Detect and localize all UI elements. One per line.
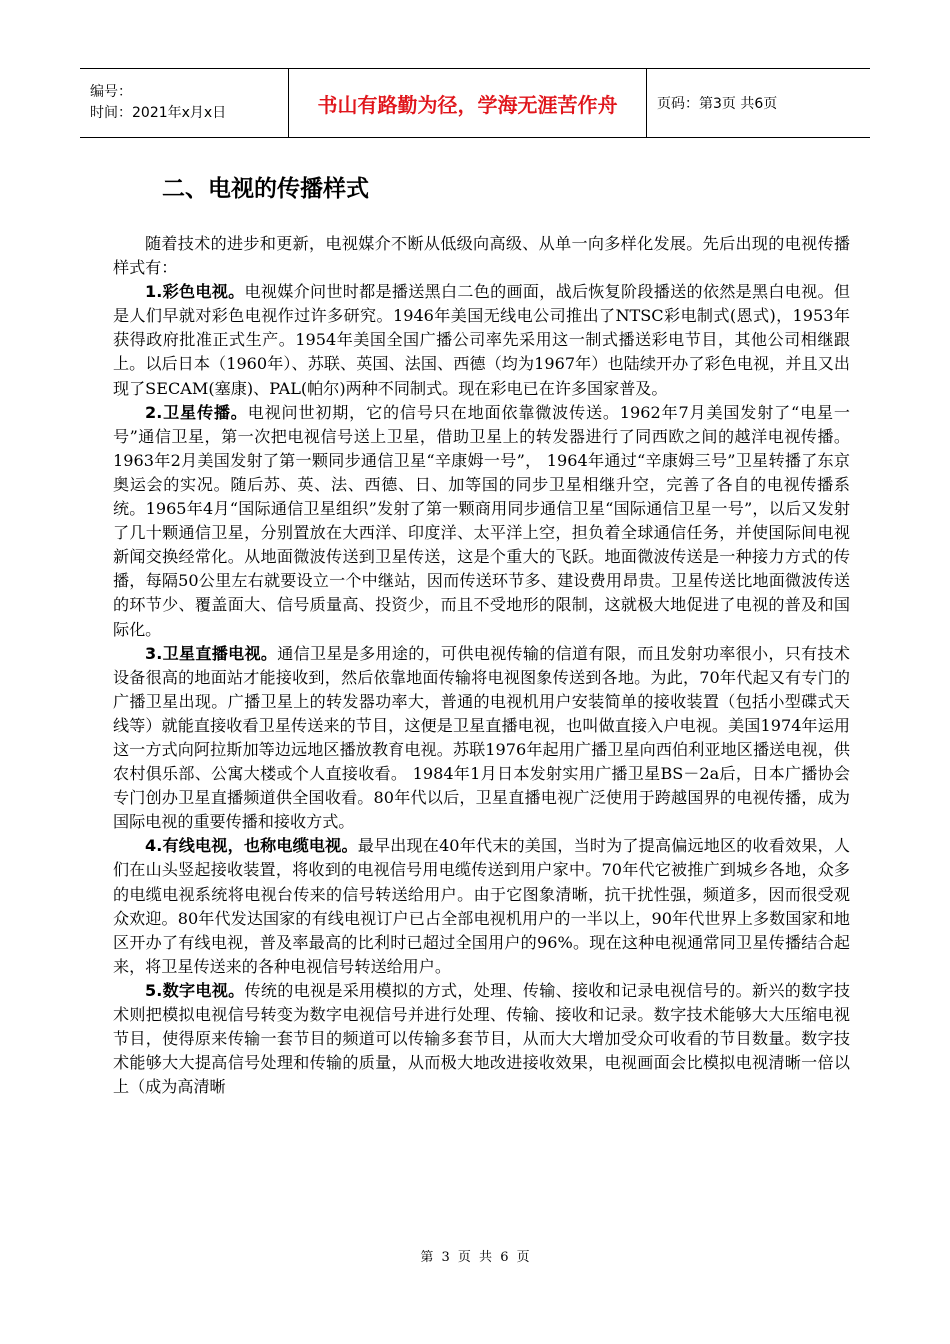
page-info-text: 页码：第3页 共6页 (657, 96, 778, 112)
header-motto (289, 69, 647, 137)
header-page-info (647, 69, 870, 137)
item-heading: 4.有线电视，也称电缆电视。 (145, 836, 358, 856)
document-date: 时间：2021年x月x日 (90, 105, 227, 121)
item-text: 电视问世初期，它的信号只在地面依靠微波传送。1962年7月美国发射了“电星一号”通信卫星，第一次把电视信号送上卫星，借助卫星上的转发器进行了同西欧之间的越洋电视传播。1963年2月美国发射了第一颗同步通信卫星“辛康姆一号”， 1964年通过“辛康姆三号”卫星转播了东京奥运会的实况。随后苏、英、法、西德、日、加等国的同步卫星相继升空，完善了各自的电视传播系统。1965年4月“国际通信卫星组织”发射了第一颗商用同步通信卫星“国际通信卫星一号”，以后又发射了几十颗通信卫星，分别置放在大西洋、印度洋、太平洋上空，担负着全球通信任务，并使国际间电视新闻交换经常化。从地面微波传送到卫星传送，这是个重大的飞跃。地面微波传送是一种接力方式的传播，每隔50公里左右就要设立一个中继站，因而传送环节多、建设费用昂贵。卫星传送比地面微波传送的环节少、覆盖面大、信号质量高、投资少，而且不受地形的限制，这就极大地促进了电视的普及和国际化。 (113, 402, 850, 639)
item-text: 最早出现在40年代末的美国，当时为了提高偏远地区的收看效果，人们在山头竖起接收装置，将收到的电视信号用电缆传送到用户家中。70年代它被推广到城乡各地，众多的电缆电视系统将电视台传来的信号转送给用户。由于它图象清晰，抗干扰性强，频道多，因而很受观众欢迎。80年代发达国家的有线电视订户已占全部电视机用户的一半以上，90年代世界上多数国家和地区开办了有线电视，普及率最高的比利时已超过全国用户的96%。现在这种电视通常同卫星传播结合起来，将卫星传送来的各种电视信号转送给用户。 (113, 836, 850, 976)
item-text: 传统的电视是采用模拟的方式，处理、传输、接收和记录电视信号的。新兴的数字技术则把模拟电视信号转变为数字电视信号并进行处理、传输、接收和记录。数字技术能够大大压缩电视节目，使得原来传输一套节目的频道可以传输多套节目，从而大大增加受众可收看的节目数量。数字技术能够大大提高信号处理和传输的质量，从而极大地改进接收效果，电视画面会比模拟电视清晰一倍以上（成为高清晰 (113, 980, 851, 1097)
paragraph-cable-tv (113, 834, 850, 979)
paragraph-satellite-direct (113, 642, 850, 835)
document-number-label: 编号： (90, 84, 132, 100)
item-heading: 2.卫星传播。 (145, 402, 248, 422)
item-heading: 3.卫星直播电视。 (145, 643, 278, 663)
header-meta (80, 69, 289, 137)
intro-paragraph: 随着技术的进步和更新，电视媒介不断从低级向高级、从单一向多样化发展。先后出现的电视传播样式有： (113, 234, 850, 278)
page-footer: 第 3 页 共 6 页 (420, 1250, 530, 1265)
item-text: 电视媒介问世时都是播送黑白二色的画面，战后恢复阶段播送的依然是黑白电视。但是人们早就对彩色电视作过许多研究。1946年美国无线电公司推出了NTSC彩电制式(恩式)，1953年获得政府批准正式生产。1954年美国全国广播公司率先采用这一制式播送彩电节目，其他公司相继跟上。以后日本（1960年）、苏联、英国、法国、西德（均为1967年）也陆续开办了彩色电视，并且又出现了SECAM(塞康)、PAL(帕尔)两种不同制式。现在彩电已在许多国家普及。 (113, 282, 851, 398)
motto-text: 书山有路勤为径，学海无涯苦作舟 (317, 92, 618, 117)
item-text: 通信卫星是多用途的，可供电视传输的信道有限，而且发射功率很小，只有技术设备很高的地面站才能接收到，然后依靠地面传输将电视图象传送到各地。为此，70年代起又有专门的广播卫星出现。广播卫星上的转发器功率大，普通的电视机用户安装简单的接收装置（包括小型碟式天线等）就能直接收看卫星传送来的节目，这便是卫星直播电视，也叫做直接入户电视。美国1974年运用这一方式向阿拉斯加等边远地区播放教育电视。苏联1976年起用广播卫星向西伯利亚地区播送电视，供农村俱乐部、公寓大楼或个人直接收看。 1984年1月日本发射实用广播卫星BS－2a后，日本广播协会专门创办卫星直播频道供全国收看。80年代以后，卫星直播电视广泛使用于跨越国界的电视传播，成为国际电视的重要传播和接收方式。 (113, 643, 851, 832)
item-heading: 1.彩色电视。 (145, 282, 245, 302)
paragraph-satellite (113, 401, 850, 642)
section-title: 二、电视的传播样式 (162, 176, 369, 202)
page-header (80, 68, 870, 138)
paragraph-digital-tv (113, 979, 850, 1099)
body-text (113, 232, 850, 1099)
item-heading: 5.数字电视。 (145, 980, 245, 1000)
paragraph-color-tv (113, 280, 850, 400)
